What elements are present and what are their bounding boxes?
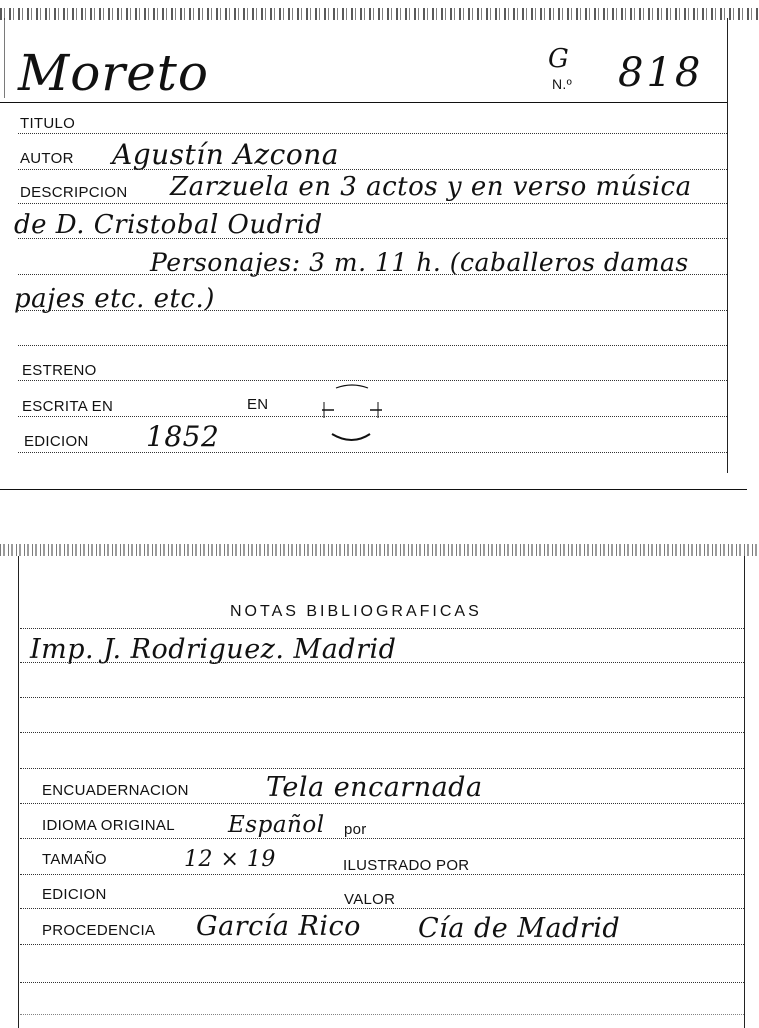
card-bottom-right-border	[744, 556, 745, 1028]
encuadernacion-line	[20, 803, 744, 804]
autor-label: AUTOR	[20, 150, 74, 167]
en-label: EN	[247, 396, 269, 413]
autor-value: Agustín Azcona	[112, 138, 339, 171]
notas-rule-2	[20, 697, 744, 698]
notas-rule-1	[20, 662, 744, 663]
procedencia-line	[20, 944, 744, 945]
ilustrado-label: ILUSTRADO POR	[343, 857, 470, 874]
descripcion-rule-1	[18, 203, 727, 204]
encuadernacion-label: ENCUADERNACION	[42, 782, 189, 799]
descripcion-line-2: de D. Cristobal Oudrid	[14, 210, 323, 240]
card-top-perforated-edge	[0, 8, 759, 20]
edicion-bottom-label: EDICION	[42, 886, 107, 903]
descripcion-line-4: pajes etc. etc.)	[14, 284, 215, 314]
autor-line	[18, 169, 727, 170]
catalog-number: 818	[618, 50, 704, 96]
top-rule	[0, 102, 727, 103]
descripcion-rule-2	[18, 238, 727, 239]
catalog-letter: G	[548, 44, 570, 74]
card-top-bottom-edge	[0, 489, 747, 490]
notas-heading: NOTAS BIBLIOGRAFICAS	[230, 603, 482, 620]
blank-rule	[18, 345, 727, 346]
notas-rule-0	[20, 628, 744, 629]
notas-line-1: Imp. J. Rodriguez. Madrid	[30, 634, 397, 665]
escrita-en-label: ESCRITA EN	[22, 398, 114, 415]
idioma-label: IDIOMA ORIGINAL	[42, 817, 175, 834]
blank-bottom-line-2	[20, 1014, 744, 1015]
catalog-number-label: N.º	[552, 76, 573, 92]
idioma-line	[20, 838, 744, 839]
descripcion-line-3: Personajes: 3 m. 11 h. (caballeros damas	[150, 248, 689, 277]
tamano-label: TAMAÑO	[42, 851, 107, 868]
descripcion-rule-3	[18, 274, 727, 275]
edicion-label: EDICION	[24, 433, 89, 450]
notas-rule-4	[20, 768, 744, 769]
descripcion-label: DESCRIPCION	[20, 184, 128, 201]
card-bottom-left-border	[18, 556, 19, 1028]
author-heading: Moreto	[18, 44, 209, 102]
titulo-label: TITULO	[20, 115, 76, 132]
punch-hole-mark	[318, 382, 386, 444]
encuadernacion-value: Tela encarnada	[266, 772, 483, 803]
estreno-line	[18, 380, 727, 381]
notas-rule-3	[20, 732, 744, 733]
catalog-card-top	[0, 0, 759, 500]
titulo-line	[18, 133, 727, 134]
blank-bottom-line	[20, 982, 744, 983]
procedencia-value: García Rico	[196, 911, 361, 942]
descripcion-line-1: Zarzuela en 3 actos y en verso música	[170, 172, 692, 202]
por-label: por	[344, 821, 367, 838]
idioma-value: Español	[228, 812, 325, 838]
card-top-left-border	[4, 18, 5, 98]
procedencia-label: PROCEDENCIA	[42, 922, 156, 939]
card-top-right-border	[727, 18, 728, 473]
tamano-line	[20, 874, 744, 875]
estreno-label: ESTRENO	[22, 362, 97, 379]
card-bottom-perforated-edge	[0, 544, 759, 556]
valor-label: VALOR	[344, 891, 396, 908]
descripcion-rule-4	[18, 310, 727, 311]
procedencia-value-2: Cía de Madrid	[418, 913, 621, 944]
edicion-line	[18, 452, 727, 453]
edicion-bottom-line	[20, 908, 744, 909]
edicion-value: 1852	[146, 420, 220, 453]
tamano-value: 12 × 19	[184, 847, 276, 872]
